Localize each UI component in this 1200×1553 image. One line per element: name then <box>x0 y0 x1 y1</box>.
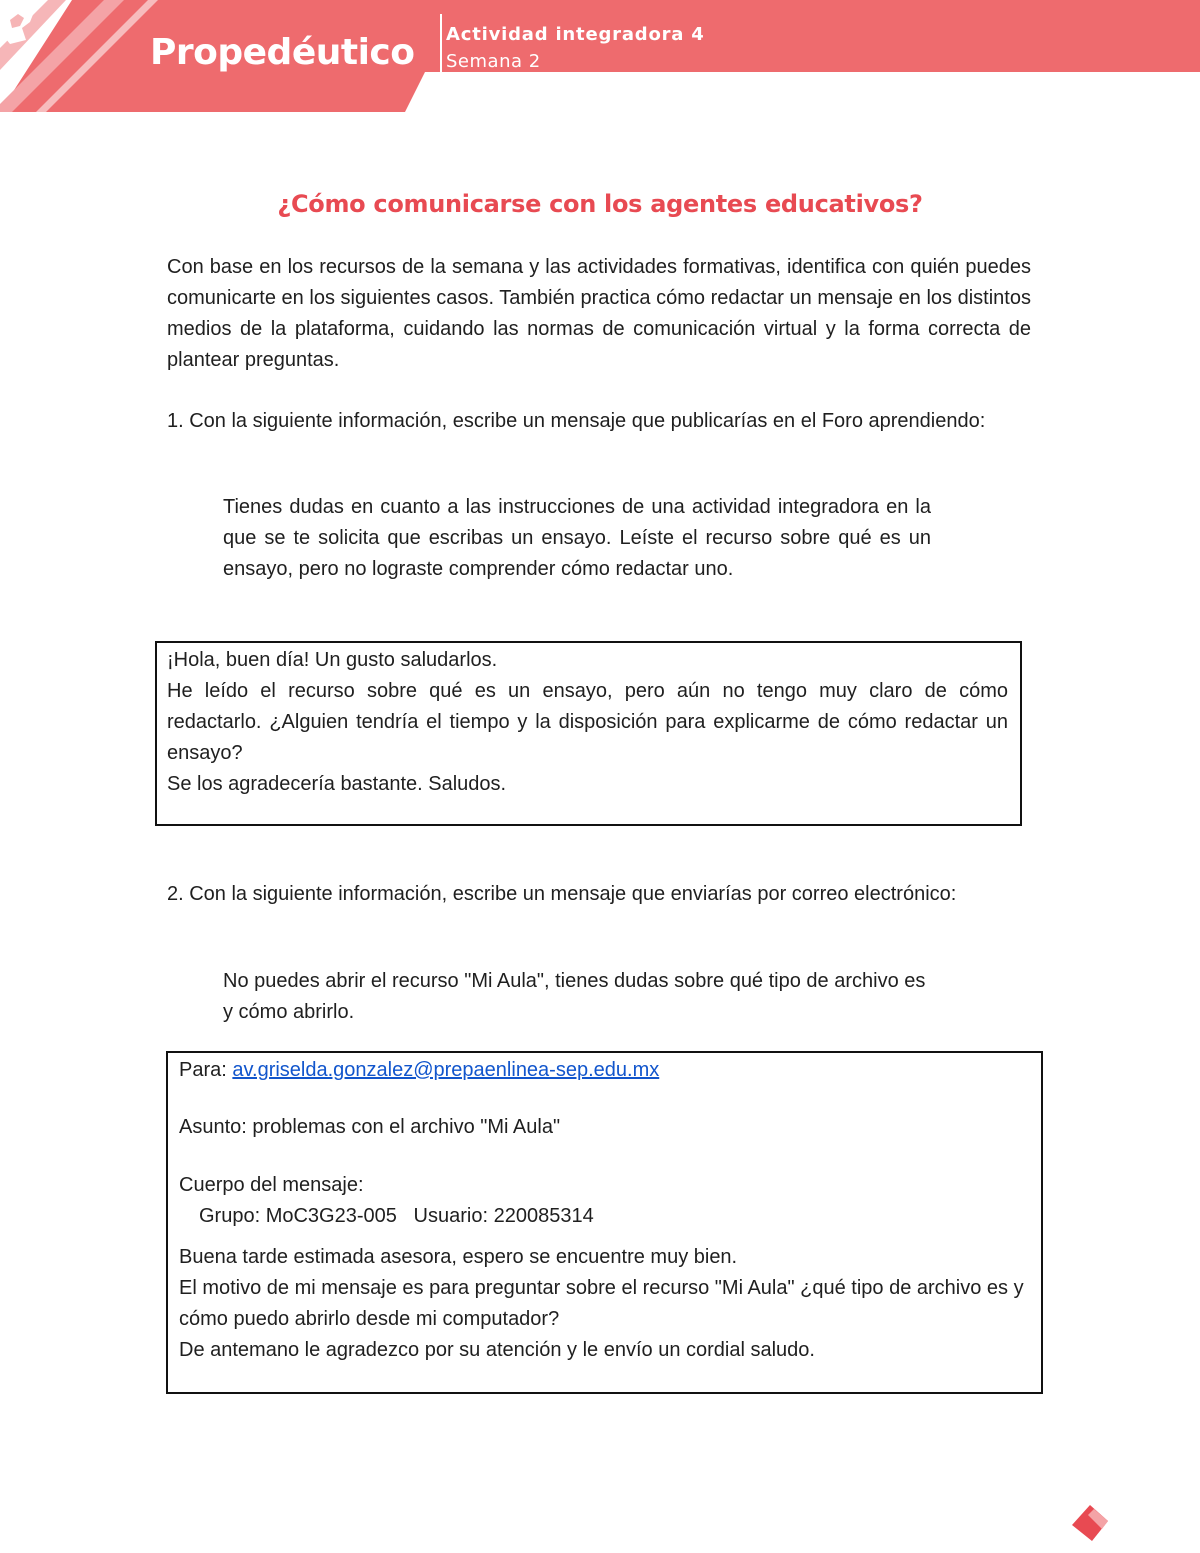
email-answer-box <box>166 1051 1043 1394</box>
activity-week: Semana 2 <box>446 51 541 72</box>
email-group-line: Grupo: MoC3G23-005 Usuario: 220085314 <box>199 1205 594 1227</box>
email-body-line: Buena tarde estimada asesora, espero se encuentre muy bien. <box>179 1246 738 1268</box>
intro-paragraph: Con base en los recursos de la semana y las actividades formativas, identifica con quién puedes comunicarte en los siguientes casos. También practica cómo redactar un mensaje en los distintos medios de la plataforma, cuidando las normas de comunicación virtual y la forma correcta de plantear preguntas. <box>167 256 1031 371</box>
email-body-line: De antemano le agradezco por su atención y le envío un cordial saludo. <box>179 1339 815 1361</box>
answer-line: He leído el recurso sobre qué es un ensayo, pero aún no tengo muy claro de cómo <box>167 680 1008 702</box>
email-body-label: Cuerpo del mensaje: <box>179 1174 364 1196</box>
case1-prompt: 1. Con la siguiente información, escribe un mensaje que publicarías en el Foro aprendiendo: <box>167 410 986 432</box>
answer-line: Se los agradecería bastante. Saludos. <box>167 773 507 795</box>
email-to-line <box>179 1055 1031 1086</box>
prepa-logo-icon <box>0 0 64 48</box>
answer-line: ¡Hola, buen día! Un gusto saludarlos. <box>167 649 498 671</box>
header-divider <box>440 14 442 72</box>
email-to-label: Para: <box>179 1059 227 1081</box>
forum-answer-box <box>155 641 1022 826</box>
page-title: ¿Cómo comunicarse con los agentes educativos? <box>277 190 923 218</box>
activity-title: Actividad integradora 4 <box>446 24 705 45</box>
footer-diamond-icon <box>1072 1505 1108 1541</box>
case2-prompt: 2. Con la siguiente información, escribe un mensaje que enviarías por correo electrónico: <box>167 883 957 905</box>
case2-scenario: No puedes abrir el recurso "Mi Aula", tienes dudas sobre qué tipo de archivo es y cómo abrirlo. <box>223 970 926 1023</box>
email-address-link[interactable]: av.griselda.gonzalez@prepaenlinea-sep.edu.mx <box>232 1059 660 1081</box>
case1-scenario: Tienes dudas en cuanto a las instrucciones de una actividad integradora en la que se te solicita que escribas un ensayo. Leíste el recurso sobre qué es un ensayo, pero no lograste comprender cómo redactar uno. <box>223 496 931 580</box>
email-subject: Asunto: problemas con el archivo "Mi Aula" <box>179 1116 561 1138</box>
answer-line: redactarlo. ¿Alguien tendría el tiempo y la disposición para explicarme de cómo redactar un ensayo? <box>167 711 1008 764</box>
email-body-line: El motivo de mi mensaje es para preguntar sobre el recurso "Mi Aula" ¿qué tipo de archivo es y cómo puedo abrirlo desde mi computador? <box>179 1277 1024 1330</box>
header-banner <box>0 0 1200 112</box>
brand-title: Propedéutico <box>150 32 415 73</box>
